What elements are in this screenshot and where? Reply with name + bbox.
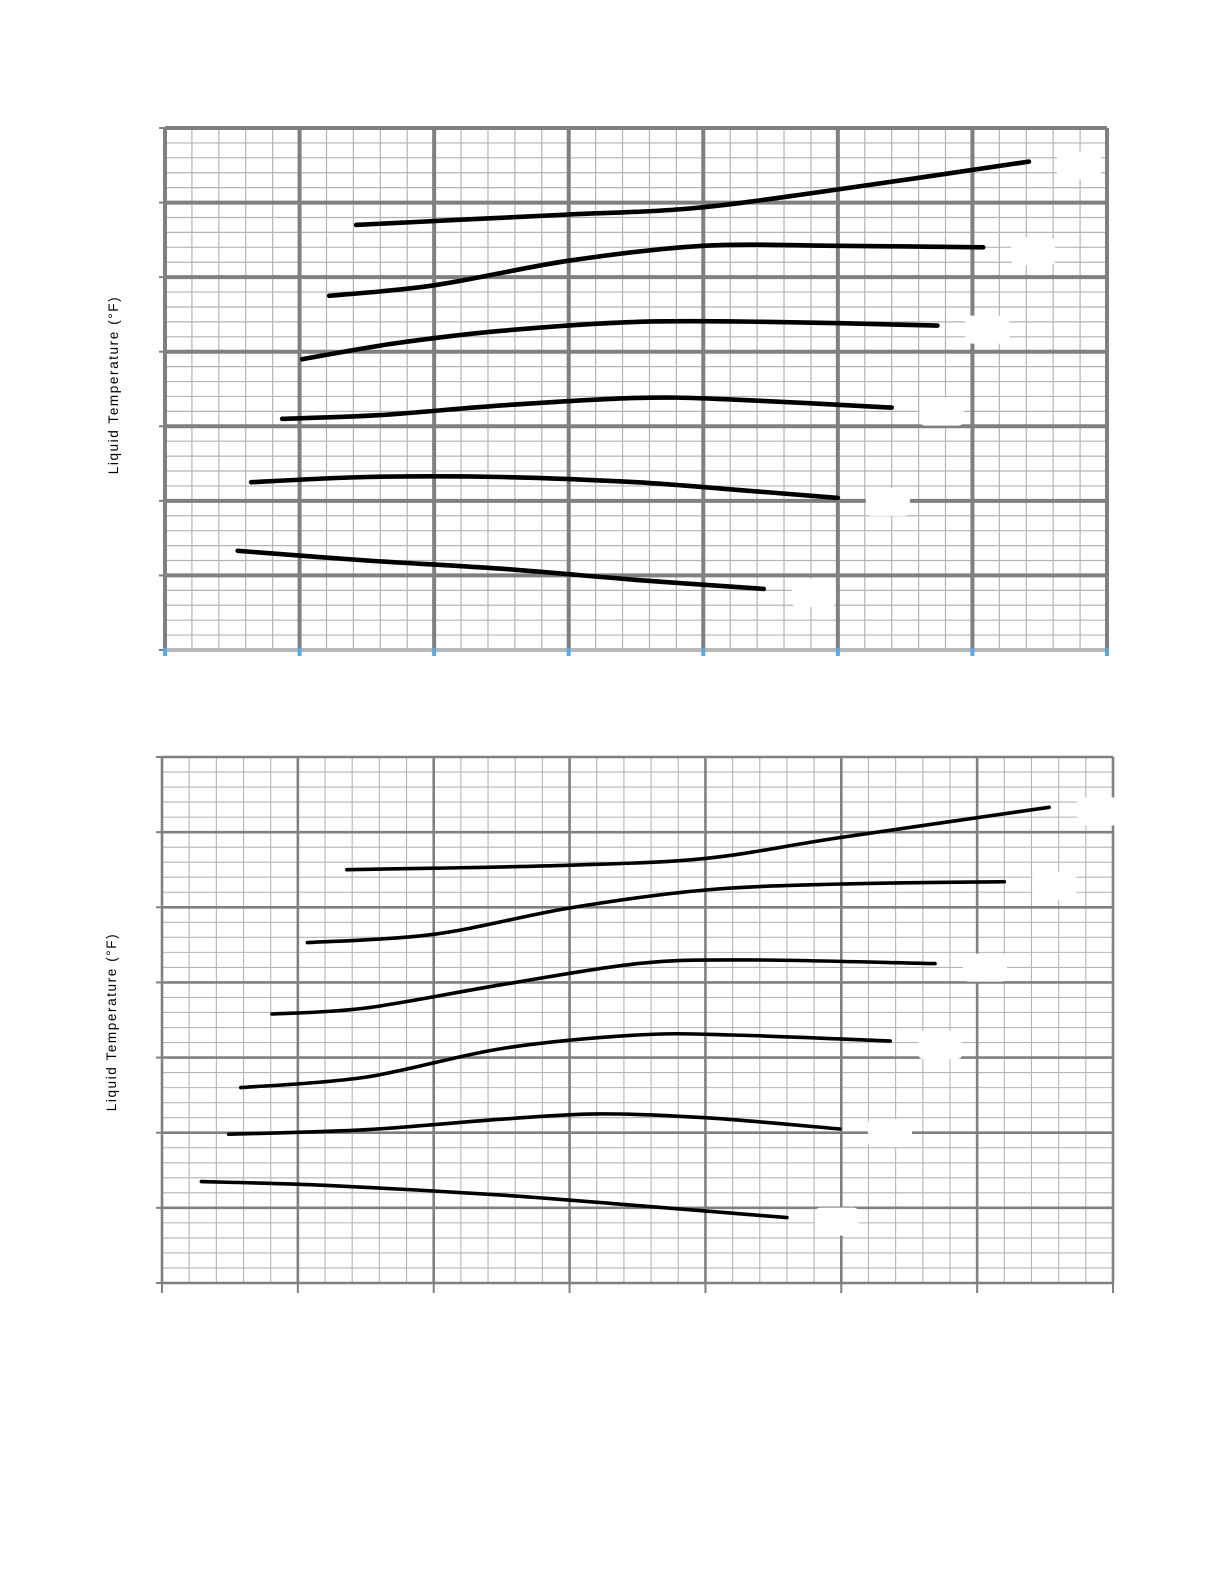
curve-series-6 [238, 551, 764, 589]
curve-label-box [866, 488, 910, 516]
curve-label-box [1032, 872, 1076, 900]
curve-series-4 [241, 1034, 890, 1088]
curve-series-2 [329, 245, 983, 296]
curve-series-6 [201, 1182, 787, 1218]
top-chart [0, 110, 1224, 670]
curve-series-3 [272, 960, 935, 1014]
curve-label-box [815, 1208, 859, 1236]
curve-label-box [1011, 237, 1055, 265]
y-axis-label: Liquid Temperature (°F) [105, 295, 121, 475]
curve-label-box [918, 1031, 962, 1059]
curve-series-1 [356, 162, 1029, 225]
curve-label-box [965, 316, 1009, 344]
curve-series-5 [229, 1114, 840, 1134]
major-grid [165, 128, 1107, 650]
curve-series-5 [251, 476, 838, 498]
curve-label-box [868, 1119, 912, 1147]
curve-label-box [1057, 152, 1101, 180]
minor-grid [165, 128, 1107, 650]
y-axis-label: Liquid Temperature (°F) [103, 932, 119, 1112]
bottom-chart [0, 745, 1224, 1305]
top-chart-plot [0, 110, 1224, 670]
curve-label-box [792, 579, 836, 607]
curve-series-2 [307, 882, 1004, 943]
curve-label-box [1077, 797, 1121, 825]
bottom-chart-plot [0, 745, 1224, 1305]
curve-label-box [920, 398, 964, 426]
curve-series-4 [282, 398, 892, 419]
curve-label-box [963, 954, 1007, 982]
